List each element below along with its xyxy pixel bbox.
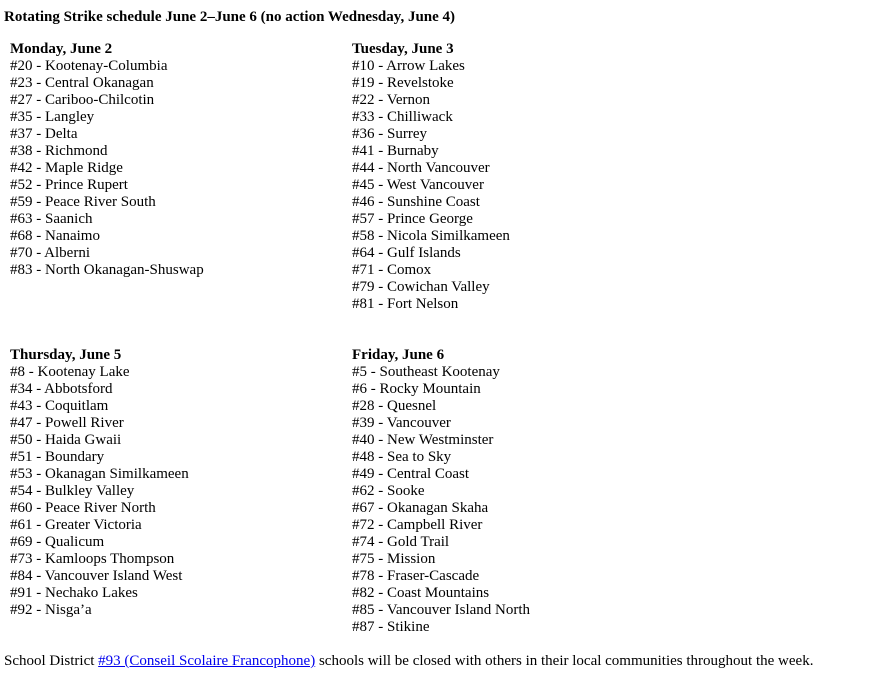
district-item: #83 - North Okanagan-Shuswap [10,262,204,278]
district-item: #82 - Coast Mountains [352,585,490,601]
district-item: #51 - Boundary [10,449,105,465]
district-item: #75 - Mission [352,551,436,567]
district-list-thursday [10,364,340,619]
district-item: #20 - Kootenay-Columbia [10,58,168,74]
district-item: #8 - Kootenay Lake [10,364,130,380]
day-heading-monday: Monday, June 2 [10,41,113,57]
district-item: #10 - Arrow Lakes [352,58,465,74]
day-thursday [10,347,340,619]
district-item: #22 - Vernon [352,92,431,108]
district-item: #28 - Quesnel [352,398,437,414]
district-item: #74 - Gold Trail [352,534,450,550]
district-item: #36 - Surrey [352,126,427,142]
district-item: #44 - North Vancouver [352,160,490,176]
district-item: #41 - Burnaby [352,143,439,159]
district-item: #57 - Prince George [352,211,473,227]
district-list-friday [352,364,682,636]
district-item: #73 - Kamloops Thompson [10,551,175,567]
district-item: #78 - Fraser-Cascade [352,568,480,584]
district-item: #58 - Nicola Similkameen [352,228,510,244]
day-heading-thursday: Thursday, June 5 [10,347,122,363]
district-item: #38 - Richmond [10,143,108,159]
day-tuesday [352,41,682,313]
district-item: #5 - Southeast Kootenay [352,364,500,380]
page-title: Rotating Strike schedule June 2–June 6 (no action Wednesday, June 4) [4,9,456,25]
district-item: #64 - Gulf Islands [352,245,461,261]
district-item: #47 - Powell River [10,415,124,431]
district-list-tuesday [352,58,682,313]
footer-note [4,653,813,670]
district-item: #60 - Peace River North [10,500,156,516]
district-item: #48 - Sea to Sky [352,449,452,465]
francophone-district-link[interactable]: #93 (Conseil Scolaire Francophone) [98,653,316,669]
district-item: #67 - Okanagan Skaha [352,500,489,516]
district-item: #34 - Abbotsford [10,381,113,397]
footer-suffix: schools will be closed with others in their local communities throughout the week. [315,653,814,669]
district-item: #79 - Cowichan Valley [352,279,490,295]
district-item: #6 - Rocky Mountain [352,381,481,397]
district-list-monday [10,58,340,279]
district-item: #68 - Nanaimo [10,228,100,244]
district-item: #61 - Greater Victoria [10,517,142,533]
district-item: #62 - Sooke [352,483,425,499]
district-item: #42 - Maple Ridge [10,160,123,176]
district-item: #91 - Nechako Lakes [10,585,138,601]
district-item: #50 - Haida Gwaii [10,432,122,448]
district-item: #43 - Coquitlam [10,398,109,414]
district-item: #39 - Vancouver [352,415,451,431]
district-item: #40 - New Westminster [352,432,494,448]
district-item: #84 - Vancouver Island West [10,568,183,584]
district-item: #92 - Nisga’a [10,602,92,618]
district-item: #72 - Campbell River [352,517,483,533]
district-item: #70 - Alberni [10,245,90,261]
district-item: #35 - Langley [10,109,95,125]
district-item: #46 - Sunshine Coast [352,194,480,210]
district-item: #85 - Vancouver Island North [352,602,531,618]
district-item: #37 - Delta [10,126,78,142]
district-item: #49 - Central Coast [352,466,470,482]
district-item: #87 - Stikine [352,619,430,635]
district-item: #81 - Fort Nelson [352,296,459,312]
district-item: #71 - Comox [352,262,432,278]
district-item: #52 - Prince Rupert [10,177,128,193]
district-item: #23 - Central Okanagan [10,75,154,91]
district-item: #69 - Qualicum [10,534,105,550]
district-item: #53 - Okanagan Similkameen [10,466,189,482]
day-monday [10,41,340,279]
district-item: #33 - Chilliwack [352,109,453,125]
day-friday [352,347,682,636]
district-item: #63 - Saanich [10,211,93,227]
district-item: #27 - Cariboo-Chilcotin [10,92,155,108]
district-item: #59 - Peace River South [10,194,156,210]
district-item: #45 - West Vancouver [352,177,484,193]
district-item: #19 - Revelstoke [352,75,454,91]
footer-prefix: School District [4,653,99,669]
day-heading-friday: Friday, June 6 [352,347,445,363]
district-item: #54 - Bulkley Valley [10,483,135,499]
day-heading-tuesday: Tuesday, June 3 [352,41,454,57]
